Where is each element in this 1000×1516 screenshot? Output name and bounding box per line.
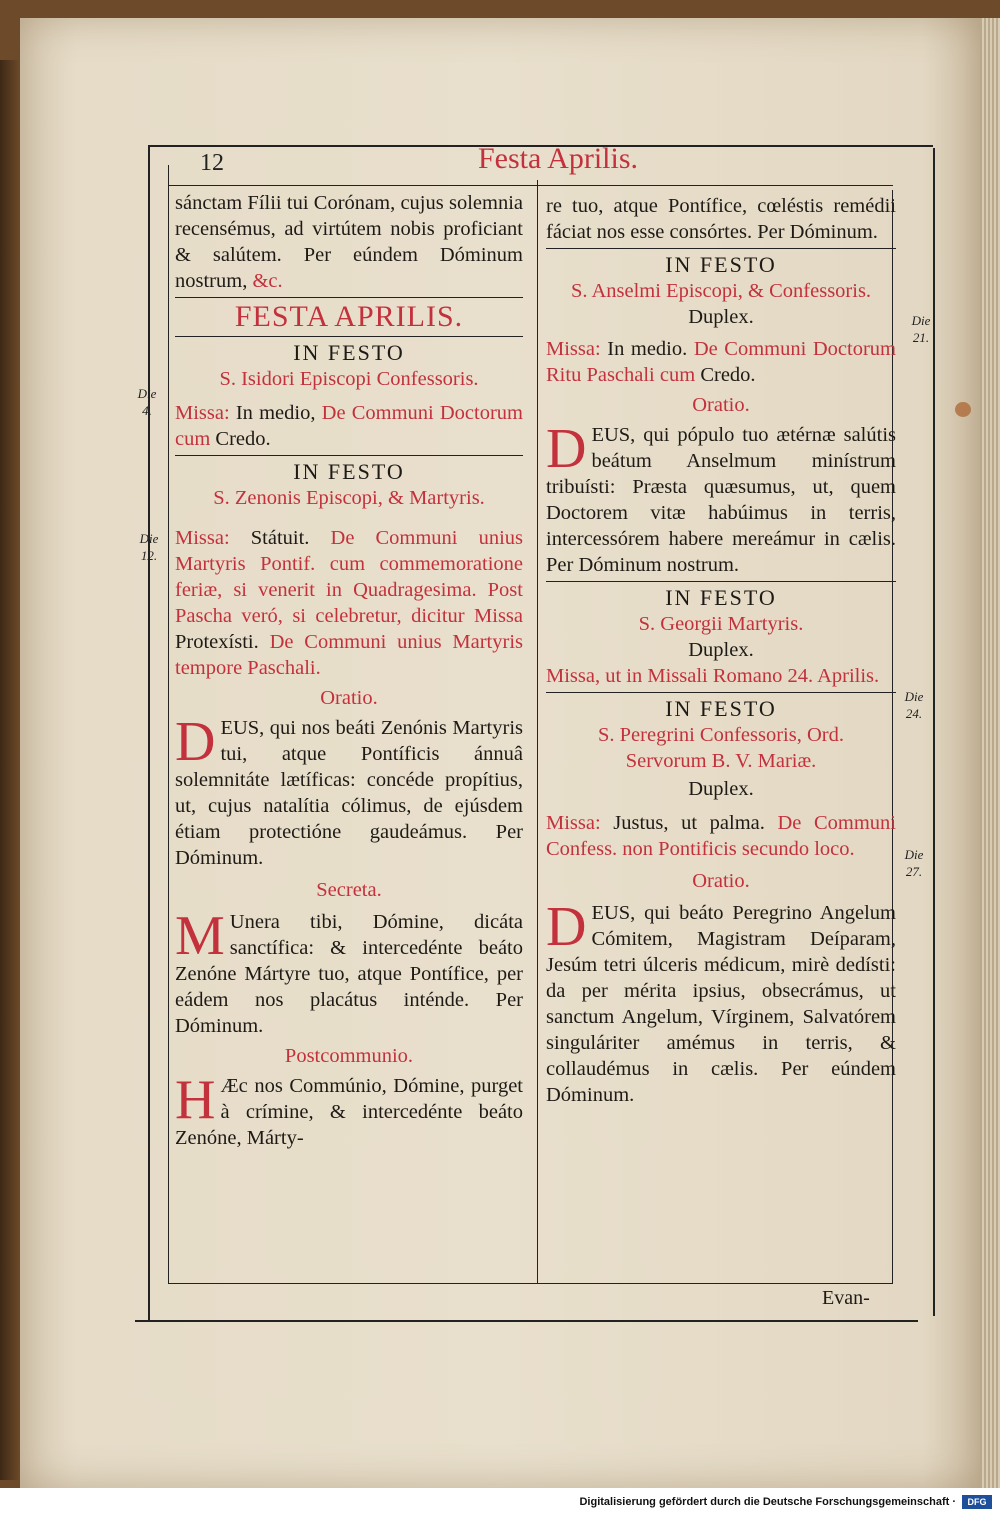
- oratio-text: DEUS, qui nos beáti Zenónis Martyris tui, atque Pontíficis ánnuâ solemnitáte lætíficas: concéde propítius, ut, cujus natalítia cólimus, de ejúsdem étiam protectióne gaudeámus. Per Dóminum.: [175, 711, 523, 869]
- section-title: FESTA APRILIS.: [234, 300, 464, 333]
- missa-rubric: Missa, ut in Missali Romano 24. Aprilis.: [546, 665, 880, 687]
- secreta-label: Secreta.: [316, 879, 382, 901]
- section-rule: [546, 692, 896, 693]
- in-festo-heading: IN FESTO: [665, 252, 777, 277]
- postcommunio-text: H Æc nos Commúnio, Dómine, purget à crímine, & intercedénte beáto Zenóne, Márty-: [175, 1069, 523, 1149]
- inner-rule-left: [168, 165, 169, 1283]
- margin-day: 24.: [905, 706, 923, 721]
- margin-note-day-4: [132, 385, 162, 419]
- postcommunio-label: Postcommunio.: [284, 1045, 414, 1067]
- margin-day: 27.: [905, 864, 923, 879]
- missa-rubric: Missa: In medio. De Communi Doctorum Ritu Paschali cum Credo.: [546, 338, 896, 386]
- margin-note-day-12: [134, 530, 164, 564]
- right-column: [546, 193, 896, 1108]
- intro-paragraph: sánctam Fílii tui Corónam, cujus solemnia recensémus, ad virtútem nobis proficiant & salútem. Per eúndem Dóminum nostrum, &c.: [175, 192, 523, 292]
- feast-zeno: [175, 459, 523, 1151]
- section-rule: [546, 248, 896, 249]
- feast-title: S. Peregrini Confessoris, Ord. Servorum B. V. Mariæ.: [598, 724, 844, 772]
- left-column: [175, 190, 523, 1151]
- oratio-label: Oratio.: [692, 870, 750, 892]
- dfg-logo: DFG: [962, 1495, 992, 1509]
- section-rule: [175, 297, 523, 298]
- in-festo-heading: IN FESTO: [665, 585, 777, 610]
- drop-cap: D: [546, 418, 587, 480]
- margin-label: Die: [139, 531, 159, 546]
- missa-rubric: Missa: Státuit. De Communi unius Martyris Pontif. cum commemoratione feriæ, si venerit in Quadragesima. Post Pascha veró, si celebretur, dicitur Missa Protexísti. De Communi unius Martyris tempore Paschali.: [175, 527, 524, 679]
- intro-paragraph: re tuo, atque Pontífice, cœléstis remédii fáciat nos esse consórtes. Per Dóminum.: [546, 195, 896, 243]
- frame-rule-left: [148, 145, 150, 1322]
- duplex-label: Duplex.: [688, 639, 754, 661]
- in-festo-heading: IN FESTO: [665, 696, 777, 721]
- feast-title: S. Georgii Martyris.: [638, 613, 804, 635]
- feast-anselm: [546, 252, 896, 578]
- margin-label: Die: [904, 847, 924, 862]
- drop-cap: H: [175, 1069, 216, 1131]
- margin-day: 12.: [140, 548, 158, 563]
- drop-cap: D: [546, 896, 587, 958]
- page-edge: [980, 18, 1000, 1488]
- section-rule: [175, 336, 523, 337]
- feast-title: S. Anselmi Episcopi, & Confessoris. Duplex.: [570, 280, 872, 328]
- oratio-text: DEUS, qui pópulo tuo ætérnæ salútis beátum Anselmum minístrum tribuísti: Præsta quæsumus, ut, quem Doctorem vitæ habúimus in terris, intercessórem habere mereámur in cælis. Per Dóminum nostrum.: [546, 418, 896, 576]
- footer-text: Digitalisierung gefördert durch die Deutsche Forschungsgemeinschaft ·: [579, 1496, 956, 1508]
- paper-stain: [955, 402, 971, 417]
- margin-note-day-24: [899, 688, 929, 722]
- frame-rule-bottom: [135, 1320, 918, 1322]
- feast-isidore: [175, 340, 523, 452]
- margin-note-day-21: [906, 312, 936, 346]
- header-rule: [168, 185, 893, 186]
- missa-rubric: Missa: Justus, ut palma. De Communi Confess. non Pontificis secundo loco.: [546, 812, 896, 860]
- margin-label: Die: [904, 689, 924, 704]
- feast-title: S. Isidori Episcopi Confessoris.: [219, 368, 479, 390]
- drop-cap: M: [175, 905, 225, 967]
- inner-rule-bottom: [168, 1283, 893, 1284]
- in-festo-heading: IN FESTO: [293, 340, 405, 365]
- feast-peregrine: [546, 696, 896, 1108]
- secreta-text: M Unera tibi, Dómine, dicáta sanctífica: & intercedénte beáto Zenóne Mártyre tuo, atque Pontífice, per eádem nos placátus inténde. Per Dóminum.: [175, 905, 523, 1037]
- margin-note-day-27: [899, 846, 929, 880]
- missa-rubric: Missa: In medio, De Communi Doctorum cum Credo.: [175, 402, 524, 450]
- catchword: Evan-: [822, 1287, 870, 1309]
- margin-label: Die: [137, 386, 157, 401]
- digitization-footer: [0, 1488, 1000, 1516]
- page-number: 12: [200, 150, 224, 176]
- oratio-label: Oratio.: [320, 687, 378, 709]
- column-divider: [537, 180, 538, 1283]
- section-rule: [175, 455, 523, 456]
- margin-day: 4.: [142, 403, 152, 418]
- in-festo-heading: IN FESTO: [293, 459, 405, 484]
- oratio-text: DEUS, qui beáto Peregrino Angelum Cómitem, Magistram Deíparam, Jesúm tetri úlceris médicum, mirè dedísti: da per mérita ipsius, obsecrámus, ut sanctum Angelum, Vírginem, Salvatórem singuláriter amémus in terris, & collaudémus in cælis. Per eúndem Dóminum.: [546, 896, 896, 1106]
- oratio-label: Oratio.: [692, 394, 750, 416]
- book-gutter: [0, 60, 20, 1480]
- drop-cap: D: [175, 711, 216, 773]
- margin-day: 21.: [912, 330, 930, 345]
- feast-title: S. Zenonis Episcopi, & Martyris.: [213, 487, 485, 509]
- section-rule: [546, 581, 896, 582]
- margin-label: Die: [911, 313, 931, 328]
- duplex-label: Duplex.: [688, 778, 754, 800]
- running-head: Festa Aprilis.: [478, 142, 639, 175]
- feast-george: [546, 585, 896, 689]
